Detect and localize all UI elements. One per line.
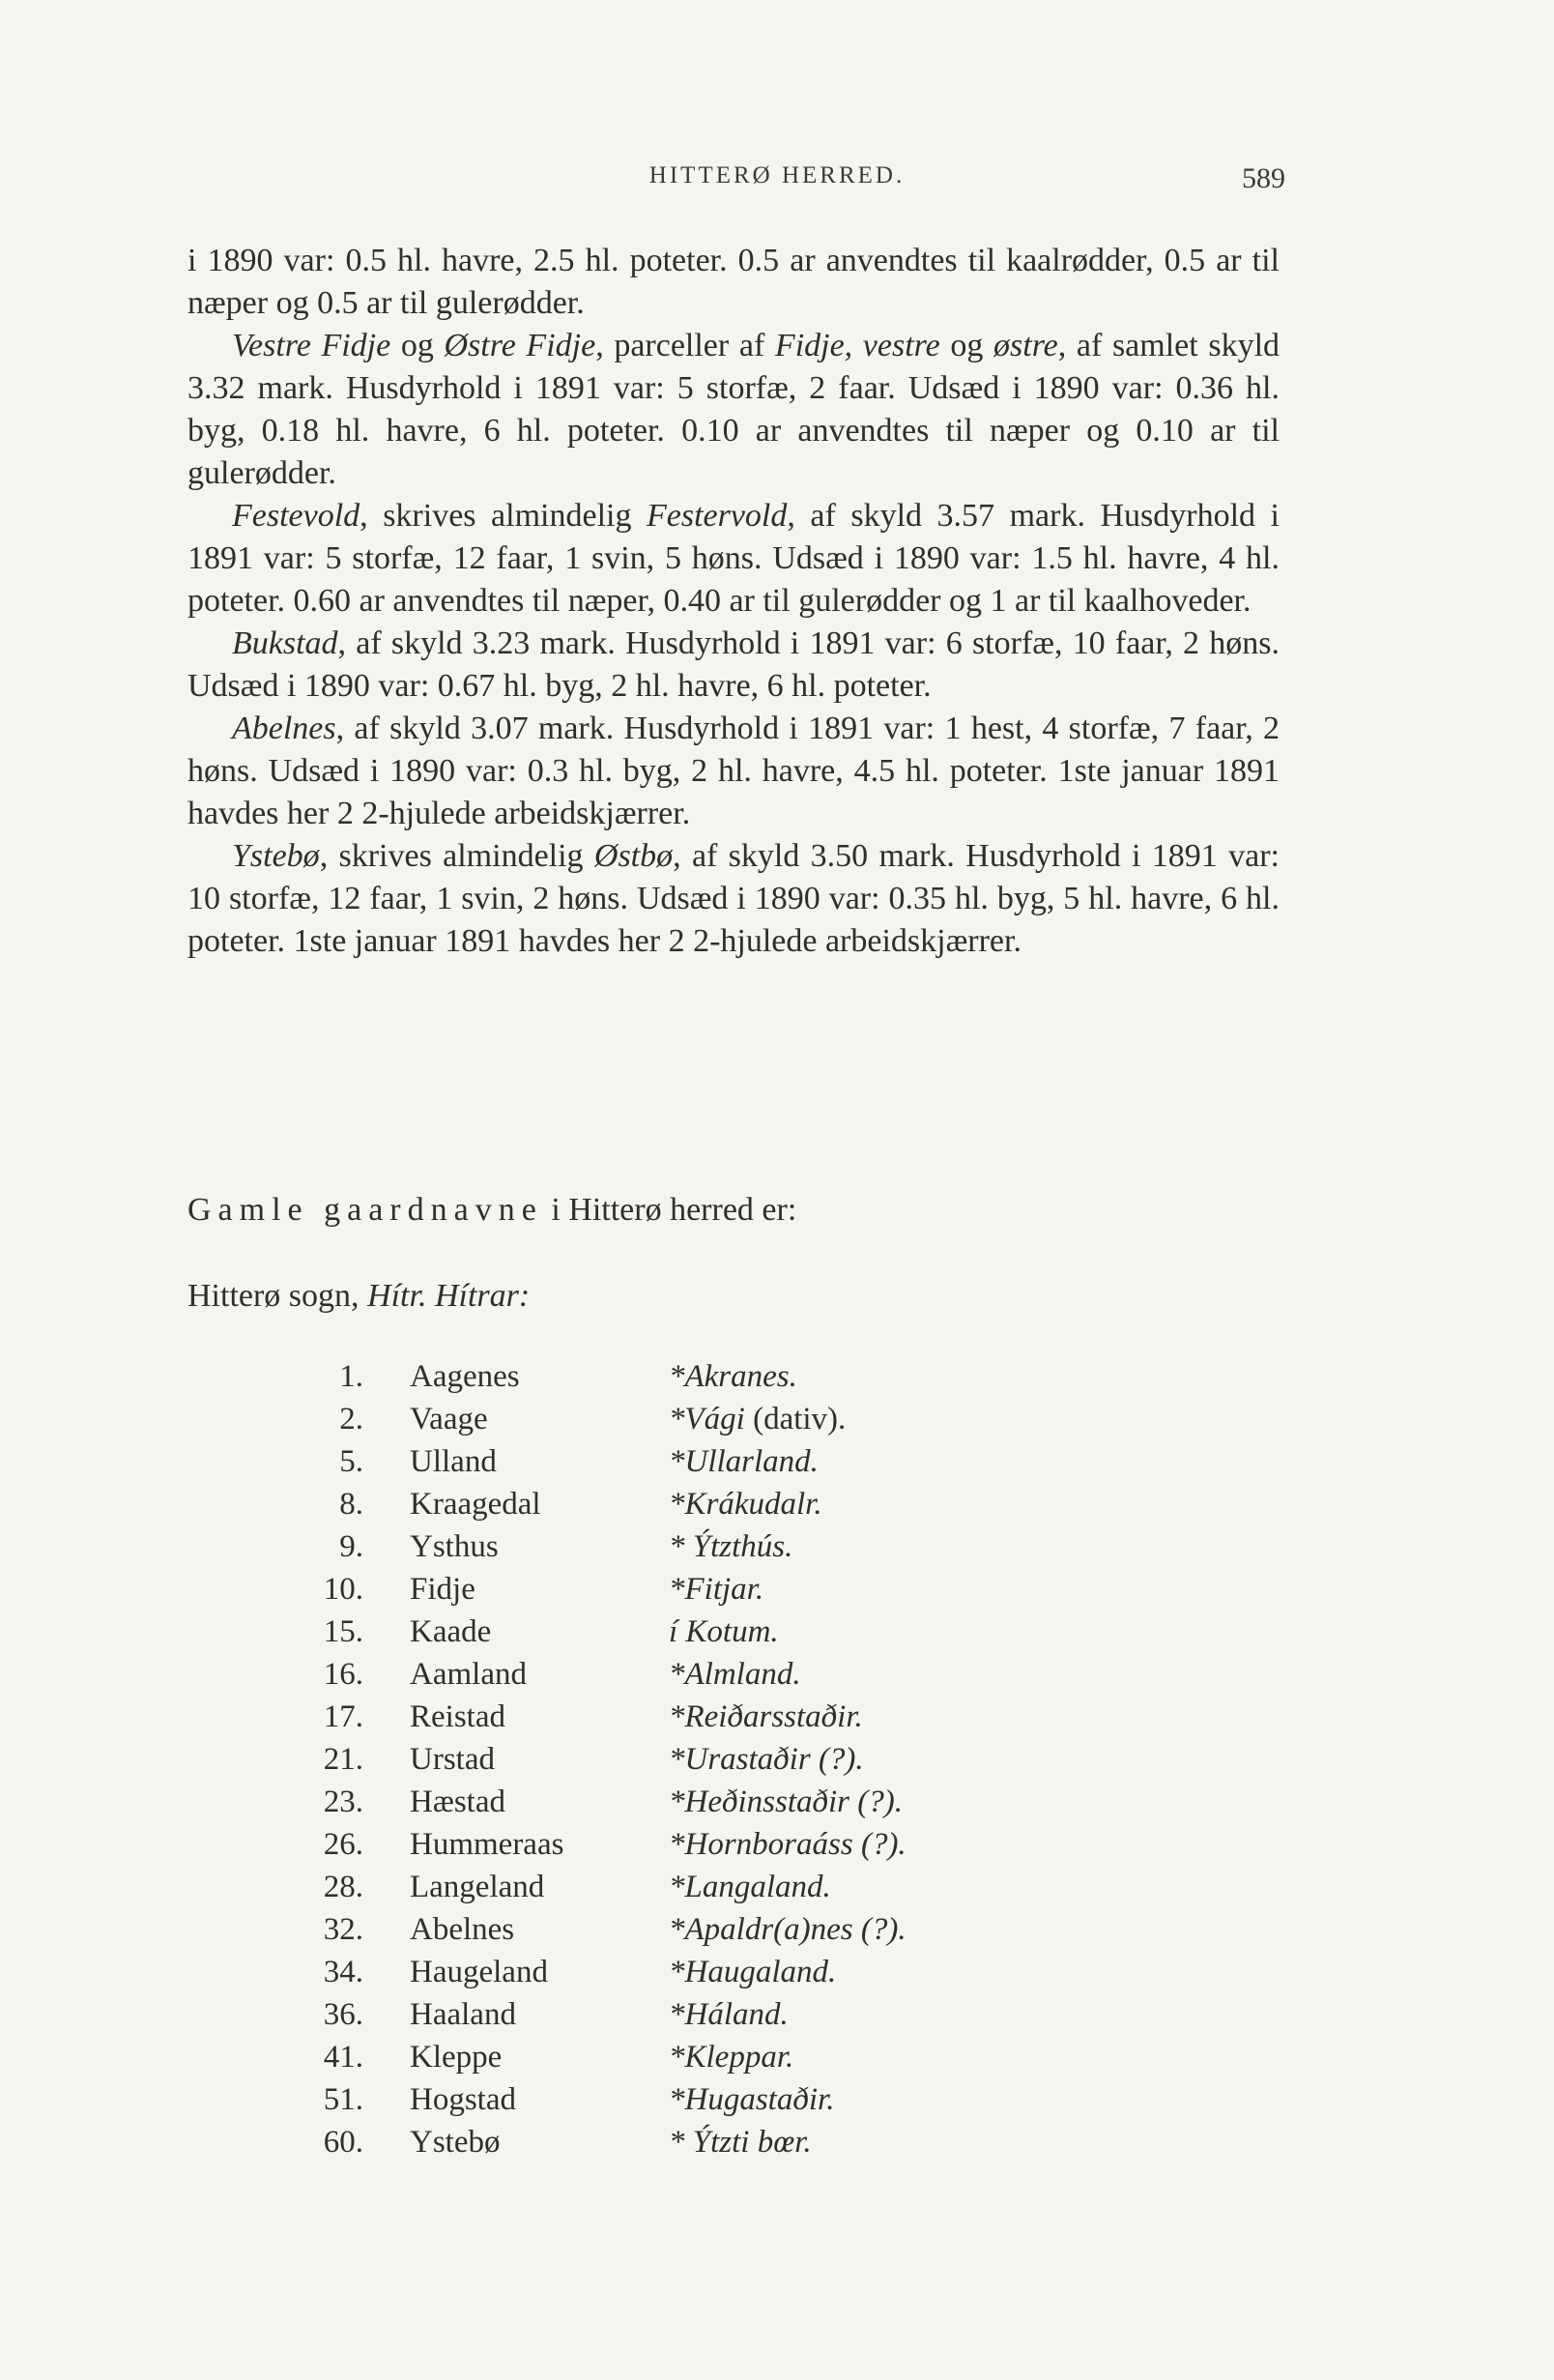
farm-number: 28. [323,1870,363,1904]
body-text [187,240,1280,963]
paragraph [187,708,1280,835]
paragraph-text: og [390,328,445,363]
farm-number: 41. [323,2040,363,2075]
farm-old-name [669,1997,789,2033]
paragraph [187,835,1280,963]
italic-farm-name: Bukstad [232,625,338,661]
paragraph-text: , af skyld 3.07 mark. Husdyrhold i 1891 var: 1 hest, 4 storfæ, 7 faar, 2 høns. Udsæd i 1890 var: 0.3 hl. byg, 2 hl. havre, 4.5 hl. poteter. 1ste januar 1891 havdes her 2 2-hjulede arbeidskjærrer. [187,711,1280,831]
italic-farm-name: Østre Fidje [444,328,596,363]
paragraph-text: , skrives almindelig [319,838,594,874]
paragraph-text: , parceller af [595,328,775,363]
farm-old-name-text: *Urastaðir (?). [669,1742,864,1777]
farm-old-name [669,2082,834,2118]
farm-modern-name: Aamland [410,1657,527,1692]
farm-modern-name: Reistad [410,1699,505,1734]
farm-old-name-text: *Hugastaðir. [669,2082,835,2117]
paragraph [187,325,1280,495]
farm-old-name [669,2125,812,2161]
paragraph [187,623,1280,708]
italic-farm-name: Ystebø [232,838,320,874]
farm-list-item [0,1912,1554,1955]
farm-old-name-text: *Akranes. [669,1359,797,1394]
italic-farm-name: Fidje, vestre [774,328,940,363]
paragraph-text: , af skyld 3.50 mark. Husdyrhold i 1891 var: 10 storfæ, 12 faar, 1 svin, 2 høns. Udsæd i 1890 var: 0.35 hl. byg, 5 hl. havre, 6 hl. poteter. 1ste januar 1891 havdes her 2 2-hjulede arbeidskjærrer. [187,838,1280,959]
running-title: HITTERØ HERRED. [648,162,906,189]
farm-number: 2. [339,1402,363,1437]
farm-list-item [0,2125,1554,2167]
farm-old-name-text: * Ýtzti bœr. [669,2125,812,2160]
page-number: 589 [1242,162,1285,194]
farm-old-name [669,1742,864,1778]
farm-old-name [669,1657,801,1693]
italic-farm-name: Festervold [646,498,788,534]
farm-number: 51. [323,2082,363,2117]
farm-modern-name: Urstad [410,1742,495,1777]
farm-number: 34. [323,1955,363,1989]
farm-number: 60. [323,2125,363,2160]
farm-old-name [669,1529,792,1565]
farm-old-name [669,1572,763,1608]
italic-farm-name: Abelnes [232,711,336,746]
farm-old-name [669,1827,906,1863]
farm-list-item [0,1572,1554,1614]
farm-number: 9. [339,1529,363,1564]
farm-old-name-text: *Krákudalr. [669,1487,822,1522]
farm-old-name-text: *Langaland. [669,1870,831,1904]
paragraph-text: , af skyld 3.57 mark. Husdyrhold i 1891 var: 5 storfæ, 12 faar, 1 svin, 5 høns. Udsæd i 1890 var: 1.5 hl. havre, 4 hl. poteter. 0.60 ar anvendtes til næper, 0.40 ar til gulerødder og 1 ar til kaalhoveder. [187,498,1280,619]
farm-number: 8. [339,1487,363,1522]
farm-modern-name: Aagenes [410,1359,520,1394]
farm-old-name [669,1912,906,1948]
section-heading-rest: i Hitterø herred er: [542,1192,797,1228]
farm-number: 16. [323,1657,363,1692]
section-heading-spaced: Gamle gaardnavne [187,1192,543,1228]
section-heading [187,1192,796,1229]
paragraph-text: i 1890 var: 0.5 hl. havre, 2.5 hl. poteter. 0.5 ar anvendtes til kaalrødder, 0.5 ar til næper og 0.5 ar til gulerødder. [187,243,1280,321]
farm-number: 5. [339,1444,363,1479]
farm-modern-name: Haaland [410,1997,516,2032]
farm-list-item [0,1529,1554,1572]
farm-modern-name: Hummeraas [410,1827,564,1862]
farm-old-name [669,2040,793,2075]
farm-number: 15. [323,1614,363,1649]
farm-modern-name: Ulland [410,1444,497,1479]
farm-list-item [0,1827,1554,1870]
paragraph-text: og [939,328,994,363]
farm-old-name-text: í Kotum. [669,1614,779,1649]
farm-number: 36. [323,1997,363,2032]
farm-modern-name: Hæstad [410,1785,505,1819]
paragraph [187,240,1280,325]
farm-modern-name: Kleppe [410,2040,503,2075]
parish-old-names: Hítr. Hítrar: [367,1278,531,1314]
farm-modern-name: Fidje [410,1572,475,1607]
italic-farm-name: Vestre Fidje [232,328,391,363]
farm-list-item [0,1785,1554,1827]
farm-number: 21. [323,1742,363,1777]
farm-number: 23. [323,1785,363,1819]
farm-number: 17. [323,1699,363,1734]
farm-old-name-text: *Fitjar. [669,1572,764,1607]
farm-old-name-text: *Apaldr(a)nes (?). [669,1912,906,1947]
farm-number: 26. [323,1827,363,1862]
parish-heading [187,1278,530,1315]
farm-list-item [0,2040,1554,2082]
farm-old-name-text: *Hornboraáss (?). [669,1827,906,1862]
farm-number: 10. [323,1572,363,1607]
farm-modern-name: Ysthus [410,1529,499,1564]
farm-old-name-text: *Reiðarsstaðir. [669,1699,863,1734]
farm-number: 32. [323,1912,363,1947]
farm-list-item [0,2082,1554,2125]
farm-list-item [0,1657,1554,1699]
farm-list-item [0,1742,1554,1785]
farm-old-name [669,1614,779,1650]
farm-old-name-text: *Haugaland. [669,1955,837,1989]
farm-list-item [0,1997,1554,2040]
parish-label: Hitterø sogn, [187,1278,368,1314]
farm-modern-name: Abelnes [410,1912,515,1947]
farm-old-name-text: *Háland. [669,1997,789,2032]
farm-number: 1. [339,1359,363,1394]
farm-old-name-text: * Ýtzthús. [669,1529,793,1564]
running-head [0,162,1554,201]
farm-old-name [669,1785,903,1820]
farm-old-name [669,1955,836,1990]
paragraph-text: , af skyld 3.23 mark. Husdyrhold i 1891 var: 6 storfæ, 10 faar, 2 høns. Udsæd i 1890 var: 0.67 hl. byg, 2 hl. havre, 6 hl. poteter. [187,625,1280,704]
farm-modern-name: Ystebø [410,2125,501,2160]
farm-list-item [0,1699,1554,1742]
farm-list-item [0,1614,1554,1657]
farm-list-item [0,1487,1554,1529]
paragraph-text: , skrives almindelig [360,498,647,534]
farm-list-item [0,1870,1554,1912]
farm-old-name [669,1359,797,1395]
paragraph-text: af samlet skyld 3.32 mark. Husdyrhold i 1891 var: 5 storfæ, 2 faar. Udsæd i 1890 var: 0.36 hl. byg, 0.18 hl. havre, 6 hl. poteter. 0.10 ar anvendtes til næper og 0.10 ar til gulerødder. [187,328,1281,491]
italic-farm-name: Festevold [232,498,360,534]
farm-old-name [669,1402,846,1437]
farm-list-item [0,1402,1554,1444]
farm-list-item [0,1444,1554,1487]
italic-farm-name: østre, [993,328,1067,363]
farm-old-name [669,1444,819,1480]
farm-old-name-text: *Vági [669,1402,745,1437]
farm-old-name [669,1487,822,1523]
farm-old-name [669,1699,863,1735]
paragraph [187,495,1280,623]
farm-old-name-note: (dativ). [744,1402,847,1437]
farm-modern-name: Kaade [410,1614,492,1649]
farm-modern-name: Kraagedal [410,1487,541,1522]
italic-farm-name: Østbø [593,838,674,874]
farm-name-list [0,1359,1554,2167]
farm-modern-name: Haugeland [410,1955,548,1989]
farm-modern-name: Langeland [410,1870,545,1904]
farm-old-name-text: *Kleppar. [669,2040,794,2075]
farm-list-item [0,1955,1554,1997]
farm-old-name-text: *Almland. [669,1657,801,1692]
farm-old-name-text: *Heðinsstaðir (?). [669,1785,903,1819]
farm-modern-name: Vaage [410,1402,488,1437]
farm-old-name-text: *Ullarland. [669,1444,819,1479]
farm-modern-name: Hogstad [410,2082,516,2117]
farm-old-name [669,1870,831,1905]
farm-list-item [0,1359,1554,1402]
